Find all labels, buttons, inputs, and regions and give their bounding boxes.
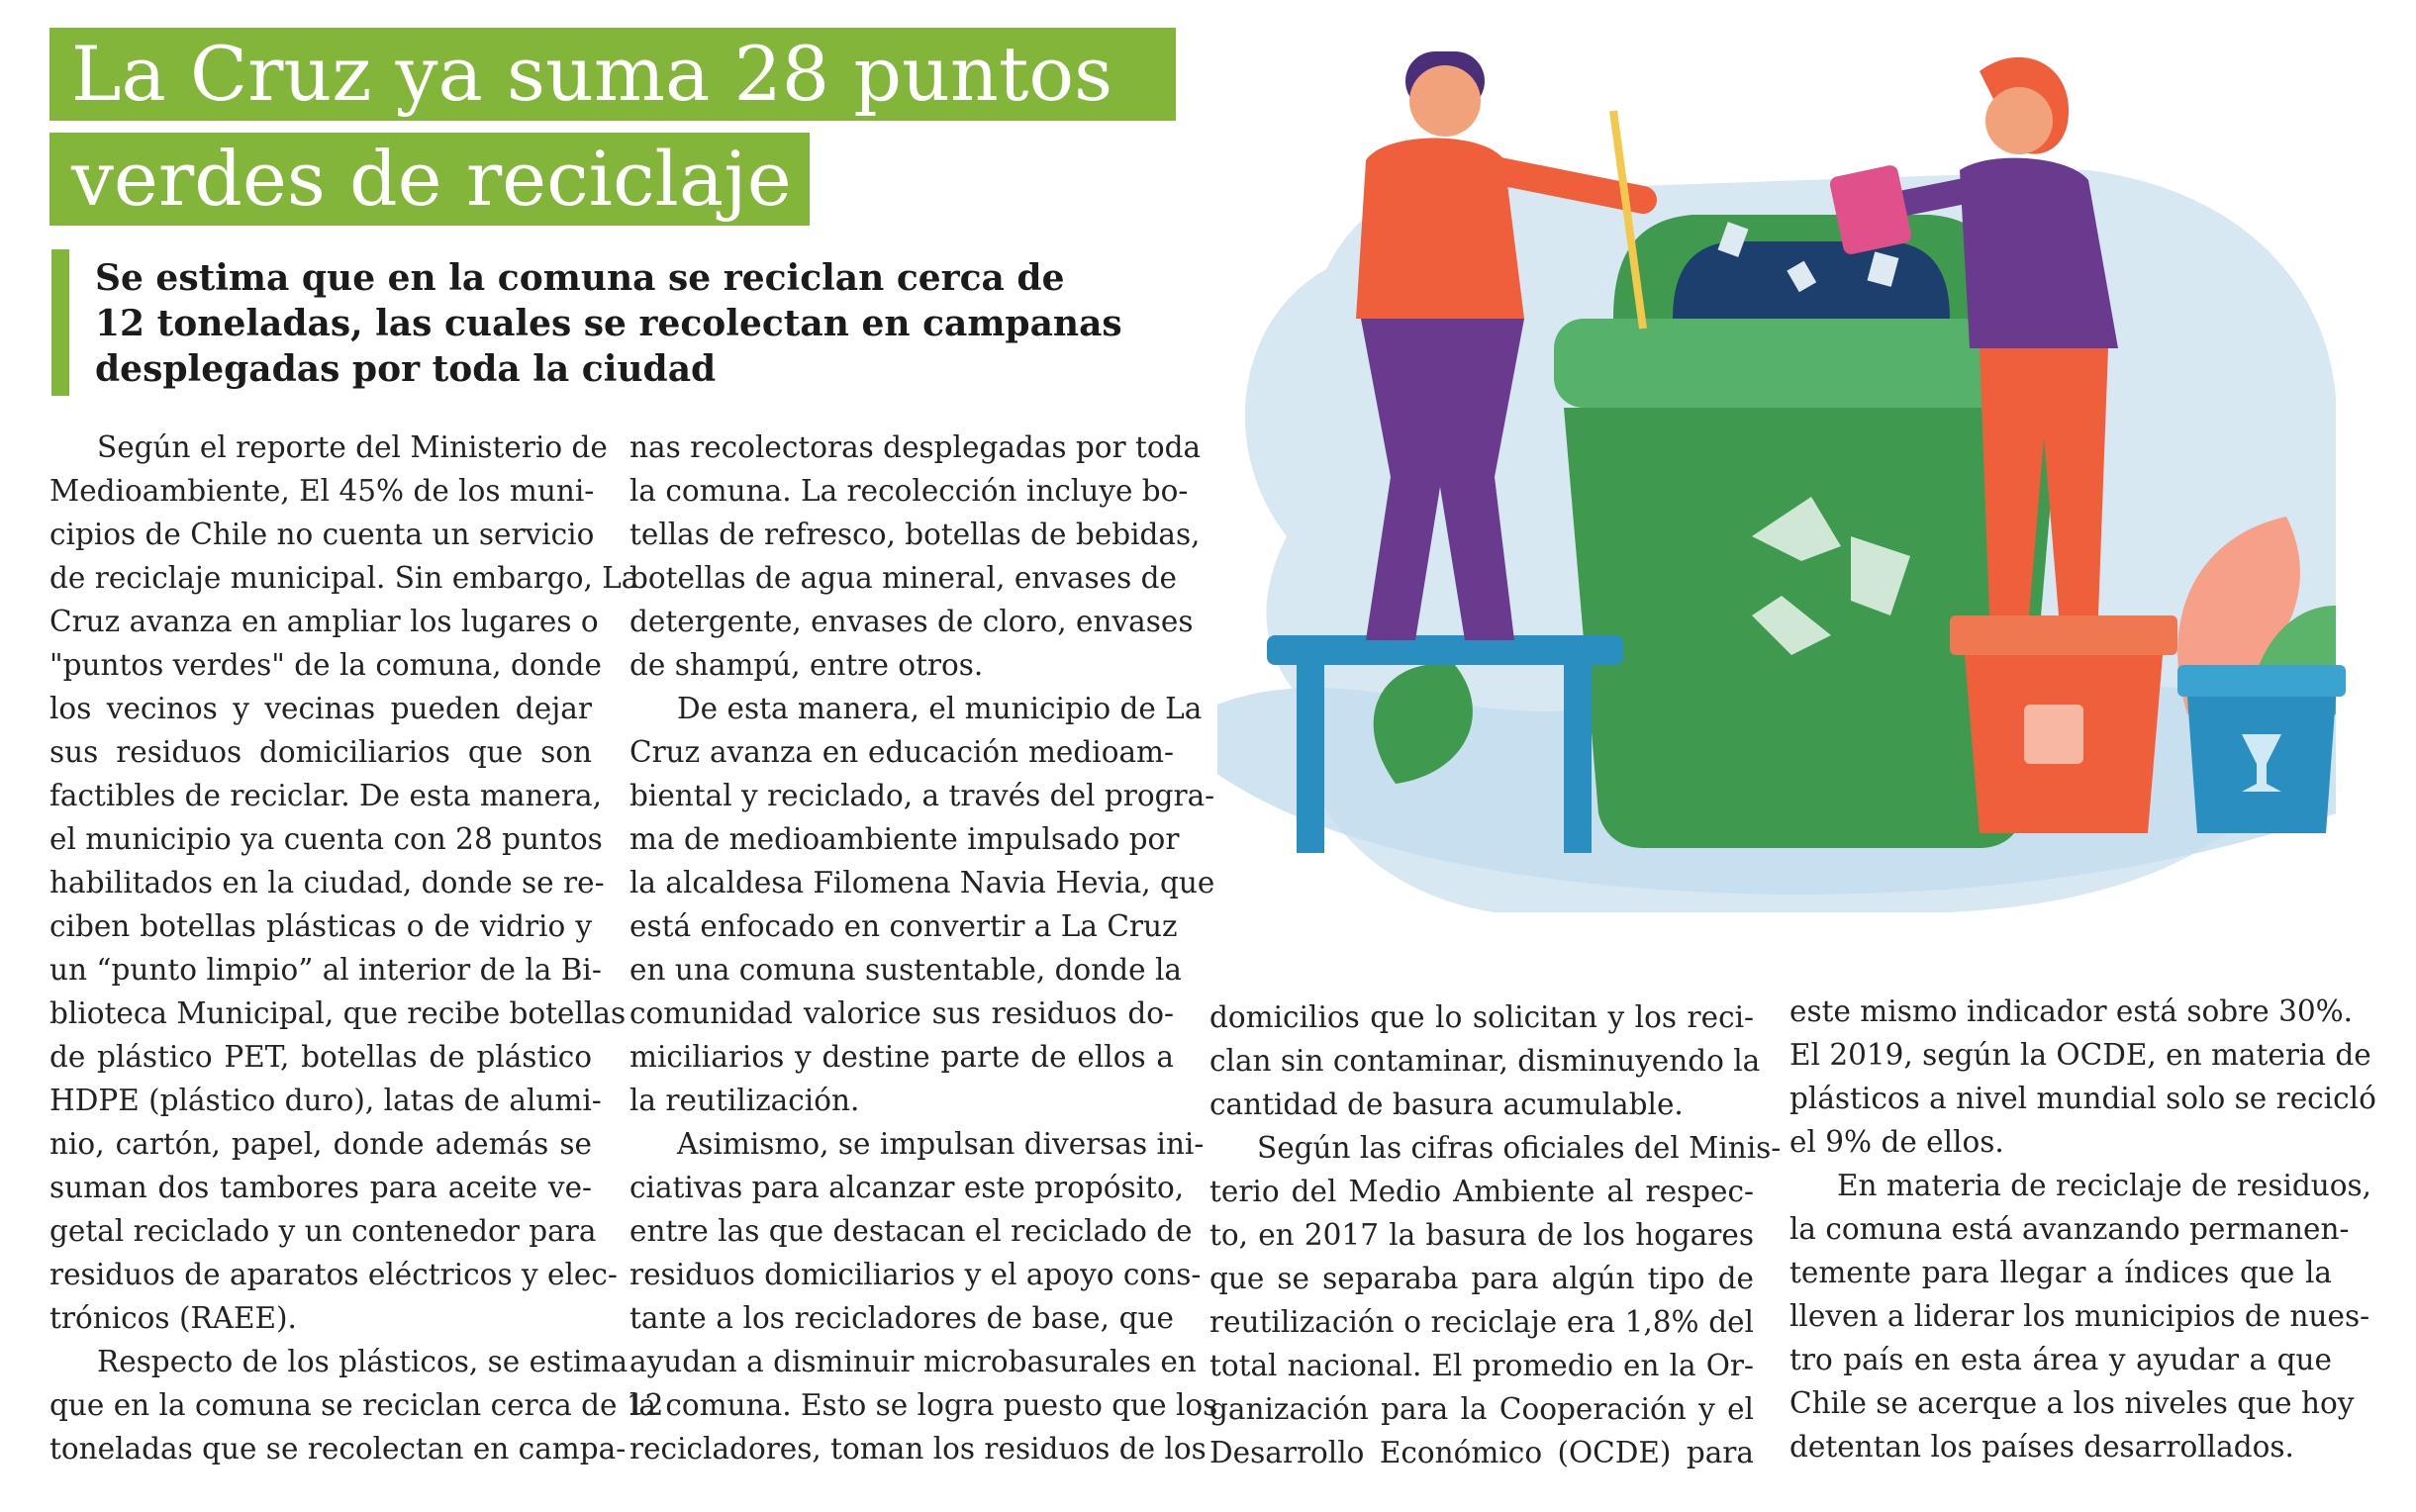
headline-line-1: La Cruz ya suma 28 puntos xyxy=(49,28,1176,121)
text-line: de reciclaje municipal. Sin embargo, La xyxy=(49,561,639,595)
text-line: toneladas que se recolectan en campa- xyxy=(49,1432,627,1465)
text-line: Medioambiente, El 45% de los muni- xyxy=(49,474,595,508)
subhead-line: Se estima que en la comuna se reciclan cerca de xyxy=(95,257,1065,299)
text-line: total nacional. El promedio en la Or- xyxy=(1209,1349,1754,1382)
text-line: tante a los recicladores de base, que xyxy=(629,1301,1174,1335)
text-line: Respecto de los plásticos, se estima xyxy=(97,1345,628,1378)
text-line: sus residuos domiciliarios que son xyxy=(49,735,592,769)
blue-bin-icon xyxy=(2177,665,2346,833)
text-line: ciativas para alcanzar este propósito, xyxy=(629,1171,1185,1204)
text-line: clan sin contaminar, disminuyendo la xyxy=(1209,1044,1761,1078)
text-line: los vecinos y vecinas pueden dejar xyxy=(49,692,592,725)
text-line: la comuna. Esto se logra puesto que los xyxy=(629,1388,1218,1422)
text-line: Chile se acerque a los niveles que hoy xyxy=(1789,1386,2355,1420)
text-line: ganización para la Cooperación y el xyxy=(1209,1392,1754,1426)
text-line: tellas de refresco, botellas de bebidas, xyxy=(629,518,1201,551)
text-line: residuos domiciliarios y el apoyo cons- xyxy=(629,1258,1202,1291)
text-line: Según el reporte del Ministerio de xyxy=(97,430,608,464)
text-line: plásticos a nivel mundial solo se recicló xyxy=(1789,1082,2376,1115)
body-column-3 xyxy=(1209,995,1782,1474)
body-column-2 xyxy=(629,425,1218,1470)
text-line: la reutilización. xyxy=(629,1084,860,1117)
recycling-illustration xyxy=(1198,22,2346,932)
text-line: temente para llegar a índices que la xyxy=(1789,1256,2332,1289)
text-line: Cruz avanza en educación medioam- xyxy=(629,735,1174,769)
text-line: la comuna está avanzando permanen- xyxy=(1789,1212,2350,1246)
text-line: trónicos (RAEE). xyxy=(49,1301,297,1335)
text-line: botellas de agua mineral, envases de xyxy=(629,561,1177,595)
text-line: blioteca Municipal, que recibe botellas xyxy=(49,996,627,1030)
text-line: lleven a liderar los municipios de nues- xyxy=(1789,1299,2370,1333)
text-line: to, en 2017 la basura de los hogares xyxy=(1209,1218,1754,1252)
text-line: nas recolectoras desplegadas por toda xyxy=(629,430,1202,464)
text-line: la comuna. La recolección incluye bo- xyxy=(629,474,1189,508)
text-line: el 9% de ellos. xyxy=(1789,1125,2004,1159)
body-column-4 xyxy=(1789,990,2376,1468)
text-line: este mismo indicador está sobre 30%. xyxy=(1789,994,2354,1028)
text-line: ayudan a disminuir microbasurales en xyxy=(629,1345,1197,1378)
text-line: de plástico PET, botellas de plástico xyxy=(49,1040,592,1074)
text-line: está enfocado en convertir a La Cruz xyxy=(629,909,1178,943)
text-line: De esta manera, el municipio de La xyxy=(677,692,1203,725)
text-line: getal reciclado y un contenedor para xyxy=(49,1214,597,1248)
text-line: ma de medioambiente impulsado por xyxy=(629,822,1180,856)
text-line: terio del Medio Ambiente al respec- xyxy=(1209,1175,1754,1208)
text-line: factibles de reciclar. De esta manera, xyxy=(49,779,602,812)
text-line: tro país en esta área y ayudar a que xyxy=(1789,1343,2332,1376)
text-line: detentan los países desarrollados. xyxy=(1789,1430,2294,1464)
text-line: cipios de Chile no cuenta un servicio xyxy=(49,518,595,551)
text-line: un “punto limpio” al interior de la Bi- xyxy=(49,953,602,987)
text-line: la alcaldesa Filomena Navia Hevia, que xyxy=(629,866,1215,899)
text-line: entre las que destacan el reciclado de xyxy=(629,1214,1193,1248)
text-line: detergente, envases de cloro, envases xyxy=(629,605,1194,638)
text-line: habilitados en la ciudad, donde se re- xyxy=(49,866,605,899)
text-line: domicilios que lo solicitan y los reci- xyxy=(1209,1000,1754,1034)
text-line: Según las cifras oficiales del Minis- xyxy=(1257,1131,1782,1165)
text-line: El 2019, según la OCDE, en materia de xyxy=(1789,1038,2371,1072)
subhead-accent-rule xyxy=(51,249,69,396)
headline-line-2: verdes de reciclaje xyxy=(49,133,810,226)
text-line: en una comuna sustentable, donde la xyxy=(629,953,1182,987)
body-column-1 xyxy=(49,425,664,1470)
subhead-line: 12 toneladas, las cuales se recolectan en campanas xyxy=(95,303,1122,344)
text-line: suman dos tambores para aceite ve- xyxy=(49,1171,592,1204)
text-line: Cruz avanza en ampliar los lugares o xyxy=(49,605,599,638)
text-line: recicladores, toman los residuos de los xyxy=(629,1432,1207,1465)
text-line: nio, cartón, papel, donde además se xyxy=(49,1127,592,1161)
text-line: ciben botellas plásticas o de vidrio y xyxy=(49,909,592,943)
text-line: "puntos verdes" de la comuna, donde xyxy=(49,648,602,682)
text-line: En materia de reciclaje de residuos, xyxy=(1837,1169,2372,1202)
text-line: Desarrollo Económico (OCDE) para xyxy=(1209,1436,1754,1469)
text-line: Asimismo, se impulsan diversas ini- xyxy=(677,1127,1205,1161)
text-line: comunidad valorice sus residuos do- xyxy=(629,996,1174,1030)
text-line: de shampú, entre otros. xyxy=(629,648,984,682)
text-line: HDPE (plástico duro), latas de alumi- xyxy=(49,1084,602,1117)
text-line: biental y reciclado, a través del progra- xyxy=(629,779,1215,812)
text-line: que se separaba para algún tipo de xyxy=(1209,1262,1754,1295)
subhead-line: desplegadas por toda la ciudad xyxy=(95,348,717,390)
text-line: reutilización o reciclaje era 1,8% del xyxy=(1209,1305,1754,1339)
text-line: miciliarios y destine parte de ellos a xyxy=(629,1040,1174,1074)
orange-bin-icon xyxy=(1950,615,2177,833)
text-line: que en la comuna se reciclan cerca de 12 xyxy=(49,1388,664,1422)
text-line: cantidad de basura acumulable. xyxy=(1209,1087,1684,1121)
text-line: el municipio ya cuenta con 28 puntos xyxy=(49,822,603,856)
text-line: residuos de aparatos eléctricos y elec- xyxy=(49,1258,618,1291)
subheading xyxy=(95,255,1144,392)
